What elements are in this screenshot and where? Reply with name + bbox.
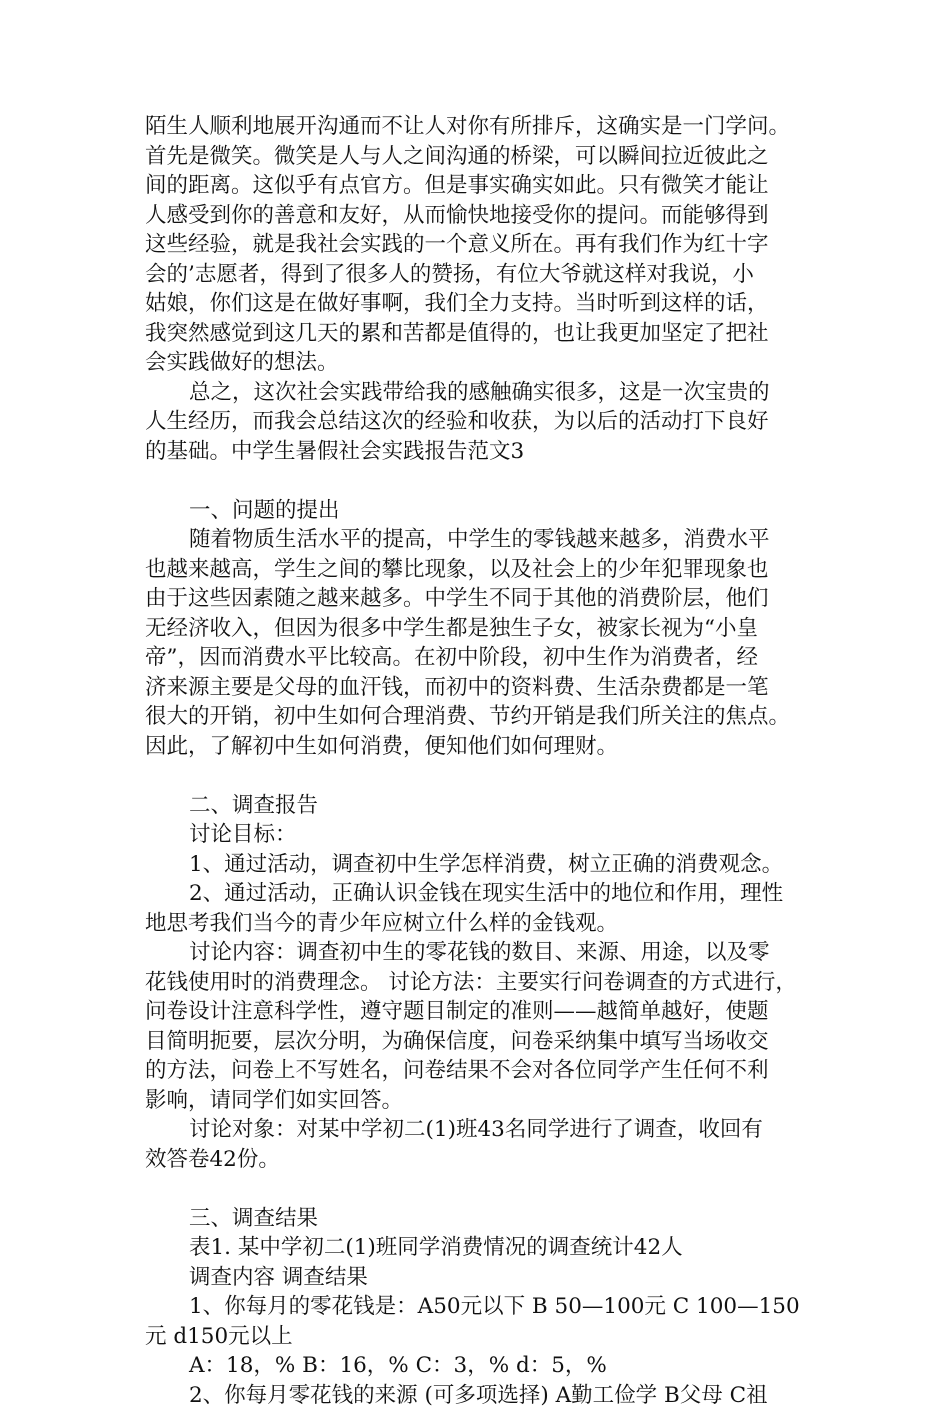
- text-line: 姑娘，你们这是在做好事啊，我们全力支持。当时听到这样的话，: [145, 289, 817, 319]
- text-line: 一、问题的提出: [145, 496, 817, 526]
- text-line: 2、通过活动，正确认识金钱在现实生活中的地位和作用，理性: [145, 879, 817, 909]
- text-line: 济来源主要是父母的血汗钱，而初中的资料费、生活杂费都是一笔: [145, 673, 817, 703]
- blank-line: [145, 1174, 817, 1204]
- text-line: 三、调查结果: [145, 1204, 817, 1234]
- text-line: 花钱使用时的消费理念。 讨论方法：主要实行问卷调查的方式进行，: [145, 968, 817, 998]
- text-line: 间的距离。这似乎有点官方。但是事实确实如此。只有微笑才能让: [145, 171, 817, 201]
- text-line: A：18，% B：16，% C：3，% d：5，%: [145, 1351, 817, 1381]
- text-line: 地思考我们当今的青少年应树立什么样的金钱观。: [145, 909, 817, 939]
- text-line: 1、你每月的零花钱是：A50元以下 B 50—100元 C 100—150: [145, 1292, 817, 1322]
- text-line: 人感受到你的善意和友好，从而愉快地接受你的提问。而能够得到: [145, 201, 817, 231]
- text-line: 很大的开销，初中生如何合理消费、节约开销是我们所关注的焦点。: [145, 702, 817, 732]
- text-line: 总之，这次社会实践带给我的感触确实很多，这是一次宝贵的: [145, 378, 817, 408]
- text-line: 表1. 某中学初二(1)班同学消费情况的调查统计42人: [145, 1233, 817, 1263]
- text-line: 1、通过活动，调查初中生学怎样消费，树立正确的消费观念。: [145, 850, 817, 880]
- text-line: 元 d150元以上: [145, 1322, 817, 1352]
- text-line: 讨论内容：调查初中生的零花钱的数目、来源、用途，以及零: [145, 938, 817, 968]
- text-line: 人生经历，而我会总结这次的经验和收获，为以后的活动打下良好: [145, 407, 817, 437]
- text-line: 首先是微笑。微笑是人与人之间沟通的桥梁，可以瞬间拉近彼此之: [145, 142, 817, 172]
- text-line: 影响，请同学们如实回答。: [145, 1086, 817, 1116]
- text-line: 目简明扼要，层次分明，为确保信度，问卷采纳集中填写当场收交: [145, 1027, 817, 1057]
- text-line: 的方法，问卷上不写姓名，问卷结果不会对各位同学产生任何不利: [145, 1056, 817, 1086]
- text-line: 二、调查报告: [145, 791, 817, 821]
- text-line: 讨论对象：对某中学初二(1)班43名同学进行了调查，收回有: [145, 1115, 817, 1145]
- text-line: 由于这些因素随之越来越多。中学生不同于其他的消费阶层，他们: [145, 584, 817, 614]
- text-line: 也越来越高，学生之间的攀比现象，以及社会上的少年犯罪现象也: [145, 555, 817, 585]
- text-line: 效答卷42份。: [145, 1145, 817, 1175]
- text-line: 问卷设计注意科学性，遵守题目制定的准则——越简单越好，使题: [145, 997, 817, 1027]
- text-line: 会的’志愿者，得到了很多人的赞扬，有位大爷就这样对我说，小: [145, 260, 817, 290]
- blank-line: [145, 466, 817, 496]
- text-line: 无经济收入，但因为很多中学生都是独生子女，被家长视为“小皇: [145, 614, 817, 644]
- blank-line: [145, 761, 817, 791]
- text-line: 讨论目标：: [145, 820, 817, 850]
- text-line: 帝”，因而消费水平比较高。在初中阶段，初中生作为消费者，经: [145, 643, 817, 673]
- text-line: 陌生人顺利地展开沟通而不让人对你有所排斥，这确实是一门学问。: [145, 112, 817, 142]
- text-line: 这些经验，就是我社会实践的一个意义所在。再有我们作为红十字: [145, 230, 817, 260]
- document-page: [145, 112, 817, 1410]
- text-line: 我突然感觉到这几天的累和苦都是值得的，也让我更加坚定了把社: [145, 319, 817, 349]
- text-line: 因此，了解初中生如何消费，便知他们如何理财。: [145, 732, 817, 762]
- text-line: 2、你每月零花钱的来源 (可多项选择) A勤工俭学 B父母 C祖: [145, 1381, 817, 1410]
- text-line: 调查内容 调查结果: [145, 1263, 817, 1293]
- text-line: 会实践做好的想法。: [145, 348, 817, 378]
- text-line: 随着物质生活水平的提高，中学生的零钱越来越多，消费水平: [145, 525, 817, 555]
- text-line: 的基础。中学生暑假社会实践报告范文3: [145, 437, 817, 467]
